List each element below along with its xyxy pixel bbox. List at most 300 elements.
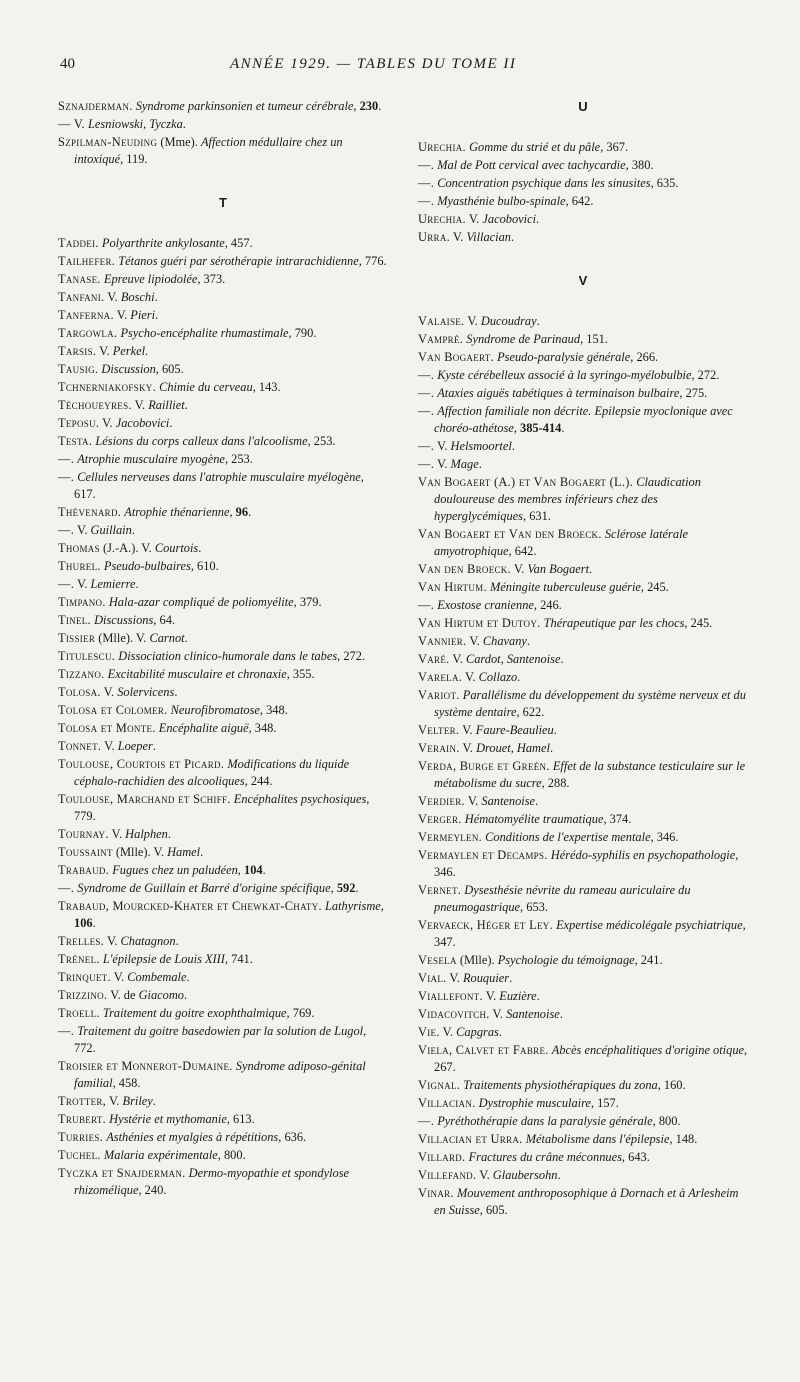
index-entry [418,157,748,174]
entry-author: —. [418,176,435,190]
entry-author: Tchnerniakofsky. [58,380,156,394]
entry-separator: V. [489,1007,507,1021]
index-entry [418,793,748,810]
index-entry [58,791,388,825]
entry-title: Lésions du corps calleux dans l'alcoolisme [95,434,308,448]
entry-page-ref: . [536,989,540,1003]
entry-end: . [378,99,382,113]
index-entry [418,579,748,596]
index-entry [58,1058,388,1092]
entry-author: Tissier [58,631,96,645]
entry-title: Abcès encéphalitiques d'origine otique [551,1043,745,1057]
index-entry [418,669,748,686]
entry-author: Trelles. [58,934,105,948]
entry-page-ref: , 355. [286,667,315,681]
entry-separator: V. [459,723,476,737]
section-letter: V [578,273,588,288]
entry-title: Syndrome de Parinaud [466,332,581,346]
index-entry [418,385,748,402]
entry-page-ref: , 157. [590,1096,619,1110]
entry-title: Méningite tuberculeuse guérie [489,580,641,594]
entry-page-ref: , [330,881,337,895]
entry-main-page: 104 [244,863,263,877]
entry-title: Modifications du liquide céphalo-rachidien des alcooliques [74,757,350,788]
page-number: 40 [60,56,75,72]
entry-title: Exostose cranienne [437,598,534,612]
entry-separator: V. [464,794,482,808]
index-entry [58,433,388,450]
entry-page-ref: , 635. [650,176,679,190]
entry-title: Chatagnon [120,934,176,948]
entry-title: Traitement du goitre basedowien par la solution de Lugol [77,1024,364,1038]
entry-title: Fugues chez un paludéen [112,863,238,877]
entry-title: Tétanos guéri par sérothérapie intrarachidienne [118,254,359,268]
entry-page-ref: , 119. [120,152,148,166]
entry-title: Briley [122,1094,153,1108]
entry-page-ref: . [184,398,188,412]
entry-title: Pyréthothérapie dans la paralysie générale [437,1114,653,1128]
index-entry [58,1023,388,1057]
index-entry [58,933,388,950]
entry-title: Carnot [149,631,185,645]
entry-title: Concentration psychique dans les sinusites [437,176,651,190]
entry-page-ref: , [353,99,360,113]
index-entry [418,847,748,881]
entry-author: Titulescu. [58,649,116,663]
entry-author: Trabaud. [58,863,110,877]
entry-author: Villacian et Urra. [418,1132,523,1146]
entry-author: Tanferna. [58,308,114,322]
entry-title: Helsmoortel [450,439,512,453]
entry-author: Vie. [418,1025,440,1039]
entry-page-ref: . [535,794,539,808]
entry-title: Syndrome de Guillain et Barré d'origine spécifique [77,881,331,895]
entry-author: Targowla. [58,326,118,340]
entry-title: Gomme du strié et du pâle [469,140,601,154]
index-entry [418,1024,748,1041]
entry-page-ref: , 776. [358,254,387,268]
entry-title: Perkel [112,344,146,358]
index-entry [58,738,388,755]
index-entry [418,367,748,384]
index-entry [418,829,748,846]
entry-main-page: 385-414 [520,421,562,435]
entry-author: —. [58,577,75,591]
entry-title: Encéphalite aiguë [158,721,249,735]
entry-title: Sclérose latérale amyotrophique [434,527,689,558]
entry-title: Lathyrisme [325,899,381,913]
index-entry [418,211,748,228]
entry-page-ref: , 642. [508,544,537,558]
entry-page-ref: , 642. [565,194,594,208]
index-entry [58,1165,388,1199]
index-entry [58,612,388,629]
entry-separator: (Mlle). V. [112,845,168,859]
entry-page-ref: . [511,230,515,244]
entry-page-ref: , 380. [625,158,654,172]
entry-author: Viela, Calvet et Fabre. [418,1043,549,1057]
entry-title: Hamel [167,845,201,859]
entry-title: Lemierre [90,577,136,591]
entry-author: Tolosa et Colomer. [58,703,168,717]
entry-title: Guillain [90,523,132,537]
entry-author: Tausig. [58,362,99,376]
entry-title: Dysesthésie névrite du rameau auriculaire du pneumogastrique [434,883,691,914]
entry-separator: V. [449,652,466,666]
entry-page-ref: , 374. [603,812,632,826]
entry-separator: V. [110,970,128,984]
entry-title: Atrophie thénarienne [124,505,230,519]
entry-page-ref: , 373. [197,272,226,286]
index-entry [58,862,388,879]
entry-page-ref: , 772. [74,1024,367,1055]
index-entry [58,134,388,168]
entry-author: Urechia. [418,212,466,226]
entry-page-ref: . [517,670,521,684]
entry-author: —. [418,194,435,208]
entry-title: Neurofibromatose [170,703,260,717]
entry-page-ref: , 253. [224,452,253,466]
entry-page-ref: , 622. [516,705,545,719]
index-entry [58,987,388,1004]
entry-title: Chimie du cerveau [159,380,253,394]
entry-separator: (Mlle). [456,953,498,967]
entry-title: Pseudo-paralysie générale [497,350,631,364]
index-entry [58,289,388,306]
entry-title: Pseudo-bulbaires [103,559,191,573]
entry-title: Ducoudray [480,314,537,328]
entry-main-page: 106 [74,916,93,930]
entry-page-ref: , [237,863,244,877]
entry-author: Vannier. [418,634,467,648]
entry-title: Discussion [101,362,156,376]
entry-page-ref: . [549,741,554,755]
entry-separator: V. [482,989,500,1003]
entry-author: —. [418,386,435,400]
index-entry [58,469,388,503]
entry-author: Valaise. [418,314,465,328]
index-entry [418,193,748,210]
index-entry [418,229,748,246]
entry-title: Encéphalites psychosiques [233,792,367,806]
index-entry [58,666,388,683]
entry-separator: V. [100,685,118,699]
entry-separator: V. [434,439,451,453]
index-entry [58,415,388,432]
entry-title: Chavany [482,634,527,648]
entry-separator: (Mme). [157,135,201,149]
entry-title: Traitement du goitre exophthalmique [102,1006,287,1020]
entry-page-ref: , 367. [600,140,629,154]
entry-title: Epreuve lipiodolée [103,272,198,286]
index-entry [58,844,388,861]
index-entry [418,1077,748,1094]
entry-author: Tyczka et Snajderman. [58,1166,186,1180]
entry-title: Collazo [478,670,518,684]
entry-end: . [248,505,252,519]
entry-title: Expertise médicolégale psychiatrique [556,918,743,932]
entry-end: . [92,916,96,930]
entry-title: Santenoise [481,794,536,808]
entry-author: Téchoueyres. [58,398,132,412]
entry-author: —. [58,1024,75,1038]
entry-title: Traitements physiothérapiques du zona [463,1078,658,1092]
entry-separator: V. [462,670,479,684]
entry-author: Trabaud, Mourcked-Khater et Chewkat-Chaty. [58,899,322,913]
entry-author: Tolosa. [58,685,101,699]
entry-author: Troisier et Monnerot-Dumaine. [58,1059,233,1073]
entry-author: Urra. [418,230,451,244]
entry-page-ref: . [553,723,557,737]
entry-title: Rouquier [462,971,510,985]
entry-page-ref: , 160. [657,1078,686,1092]
running-title: ANNÉE 1929. — TABLES DU TOME II [230,56,517,72]
index-entry [58,951,388,968]
entry-page-ref: . [131,523,135,537]
entry-title: Fractures du crâne méconnues [468,1150,622,1164]
entry-separator: V. [446,971,463,985]
entry-author: Van Bogaert. [418,350,494,364]
section-letter: T [219,195,227,210]
index-entry [58,630,388,647]
index-entry [418,722,748,739]
entry-author: Trizzino. [58,988,108,1002]
entry-page-ref: , 605. [155,362,184,376]
entry-page-ref: , 272. [691,368,720,382]
page-header [60,56,760,80]
entry-end: . [355,881,359,895]
entry-author: —. [418,158,435,172]
entry-title: L'épilepsie de Louis XIII [102,952,225,966]
index-entry [418,313,748,330]
entry-page-ref: . [169,416,173,430]
entry-author: Toussaint [58,845,113,859]
entry-page-ref: . [511,439,515,453]
entry-title: Thérapeutique par les chocs [543,616,685,630]
index-entry [418,633,748,650]
section-letter: U [578,99,588,114]
entry-title: Excitabilité musculaire et chronaxie [107,667,287,681]
entry-page-ref: , 457. [224,236,253,250]
index-entry [58,361,388,378]
entry-title: Loeper [117,739,153,753]
entry-author: Vidacovitch. [418,1007,490,1021]
entry-page-ref: . [182,117,186,131]
entry-separator: V. [476,1168,493,1182]
entry-title: Pieri [130,308,156,322]
entry-page-ref: . [536,212,540,226]
entry-page-ref: , [380,899,384,913]
entry-separator: (Mlle). V. [95,631,150,645]
entry-author: —. [418,598,435,612]
entry-page-ref: . [167,827,171,841]
entry-main-page: 96 [235,505,249,519]
entry-author: Testa. [58,434,93,448]
index-entry [58,253,388,270]
entry-author: Villefand. [418,1168,477,1182]
entry-author: Trénel. [58,952,100,966]
entry-page-ref: , 143. [252,380,281,394]
entry-page-ref: . [557,1168,561,1182]
entry-separator: V. [74,577,91,591]
index-entry [418,139,748,156]
entry-title: Mage [450,457,479,471]
entry-separator: V. [113,308,131,322]
entry-title: Cardot, Santenoise [465,652,561,666]
entry-separator: V. [434,457,451,471]
entry-title: Affection familiale non décrite. Epilepsie myoclonique avec choréo-athétose [434,404,733,435]
entry-separator: V. [96,344,113,358]
index-entry [418,988,748,1005]
entry-author: Trotter, [58,1094,107,1108]
entry-title: Jacobovici [115,416,170,430]
entry-author: Tizzano. [58,667,105,681]
entry-author: Van Bogaert (A.) et Van Bogaert (L.). [418,475,634,489]
entry-separator: V. [466,634,483,648]
entry-author: Trinquet. [58,970,111,984]
entry-page-ref: , [513,421,521,435]
index-entry [58,1129,388,1146]
entry-page-ref: . [184,988,188,1002]
entry-author: Tuchel. [58,1148,101,1162]
entry-separator: V. [439,1025,457,1039]
entry-page-ref: . [155,308,159,322]
index-entry [418,597,748,614]
entry-author: Verger. [418,812,462,826]
entry-author: Turries. [58,1130,104,1144]
entry-page-ref: , 272. [337,649,366,663]
entry-page-ref: , 379. [293,595,322,609]
index-entry [58,343,388,360]
entry-page-ref: , 148. [669,1132,698,1146]
entry-title: Glaubersohn [492,1168,558,1182]
entry-page-ref: . [154,290,158,304]
index-entry [58,558,388,575]
index-entry [58,826,388,843]
entry-author: Tanfani. [58,290,105,304]
entry-author: Thomas [58,541,100,555]
entry-author: Tinel. [58,613,91,627]
entry-author: Vampré. [418,332,464,346]
entry-page-ref: , 800. [217,1148,246,1162]
entry-page-ref: , 244. [244,774,273,788]
entry-title: Cellules nerveuses dans l'atrophie musculaire myélogène [77,470,361,484]
entry-author: — V. [58,117,85,131]
entry-separator: V. [464,314,481,328]
entry-page-ref: , 610. [190,559,219,573]
entry-title: Psycho-encéphalite rhumastimale [120,326,289,340]
entry-title: Hématomyélite traumatique [464,812,604,826]
entry-separator: (J.-A.). V. [99,541,155,555]
entry-title: Capgras [456,1025,499,1039]
entry-title: Conditions de l'expertise mentale [485,830,651,844]
entry-author: Tanase. [58,272,101,286]
entry-page-ref: , 246. [533,598,562,612]
index-entry [418,687,748,721]
entry-author: Vermaylen et Decamps. [418,848,548,862]
entry-page-ref: . [509,971,513,985]
entry-page-ref: . [186,970,190,984]
entry-page-ref: , 741. [224,952,253,966]
entry-title: Dissociation clinico-humorale dans le tabes [118,649,338,663]
entry-main-page: 230 [359,99,379,113]
entry-page-ref: , 346. [434,848,739,879]
entry-title: Effet de la substance testiculaire sur le métabolisme du sucre [434,759,746,790]
entry-author: Vinar. [418,1186,454,1200]
entry-page-ref: , 790. [288,326,317,340]
index-entry [418,1006,748,1023]
entry-title: Drouet, Hamel [476,741,550,755]
index-entry [418,651,748,668]
entry-title: Syndrome parkinsonien et tumeur cérébrale [135,99,354,113]
entry-author: Vesela [418,953,457,967]
index-entry [58,235,388,252]
entry-page-ref: . [526,634,531,648]
entry-separator: V. [108,827,126,841]
index-entry [58,451,388,468]
entry-page-ref: , 240. [138,1183,167,1197]
entry-author: Trubert. [58,1112,107,1126]
entry-author: Vernet. [418,883,462,897]
entry-title: Polyarthrite ankylosante [101,236,225,250]
entry-author: Tonnet. [58,739,102,753]
entry-author: Urechia. [418,140,466,154]
index-entry [418,970,748,987]
entry-page-ref: . [560,652,564,666]
entry-author: Tarsis. [58,344,97,358]
entry-page-ref: . [135,577,139,591]
left-column [58,98,388,1200]
entry-title: Psychologie du témoignage [497,953,635,967]
index-entry [418,331,748,348]
index-entry [58,898,388,932]
entry-author: Timpano. [58,595,106,609]
entry-page-ref: , 253. [307,434,336,448]
entry-author: Toulouse, Courtois et Picard. [58,757,225,771]
entry-title: Claudication douloureuse des membres inférieurs chez des hyperglycémiques [434,475,701,523]
entry-page-ref: . [198,541,202,555]
entry-end: . [561,421,565,435]
entry-page-ref: , 267. [434,1043,748,1074]
entry-page-ref: , 288. [541,776,570,790]
entry-title: Affection médullaire chez un intoxiqué [74,135,343,166]
entry-page-ref: . [174,685,178,699]
entry-page-ref: . [145,344,149,358]
entry-title: Ataxies aiguës tabétiques à terminaison bulbaire [437,386,680,400]
entry-separator: V. [101,739,118,753]
index-entry [58,397,388,414]
entry-title: Malaria expérimentale [103,1148,218,1162]
entry-author: —. [418,439,435,453]
entry-separator: V. [106,1094,123,1108]
entry-author: —. [58,470,75,484]
entry-page-ref: , 245. [684,616,713,630]
entry-title: Combemale [127,970,187,984]
index-entry [418,1042,748,1076]
entry-page-ref: . [175,934,179,948]
entry-page-ref: . [152,739,156,753]
index-entry [418,456,748,473]
index-entry [58,1111,388,1128]
index-entry [58,576,388,593]
entry-separator: V. [104,290,121,304]
index-entry [58,880,388,897]
entry-author: —. [58,523,75,537]
entry-title: Hala-azar compliqué de poliomyélite [108,595,294,609]
index-entry [418,882,748,916]
entry-title: Dermo-myopathie et spondylose rhizomélique [74,1166,350,1197]
index-entry [418,1185,748,1219]
